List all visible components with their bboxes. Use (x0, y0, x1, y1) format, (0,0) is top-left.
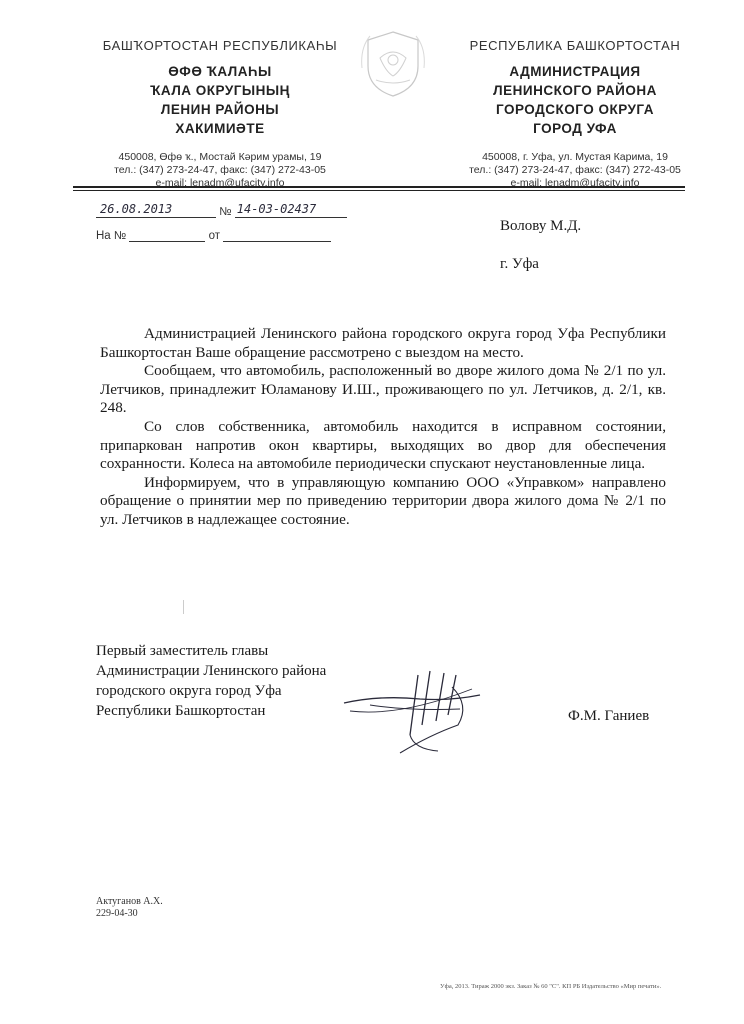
header-right-address-line: 450008, г. Уфа, ул. Мустая Карима, 19 (482, 151, 668, 163)
header-right-org-line: ГОРОД УФА (533, 121, 617, 136)
fold-mark (183, 600, 184, 614)
date-handwritten: 26.08.2013 (100, 202, 173, 216)
header-right-address (430, 151, 720, 190)
body-paragraph: Информируем, что в управляющую компанию ООО «Управком» направлено обращение о принятии мер по приведению территории двора жилого дома № 2/1 по ул. Летчиков в надлежащее состояние. (100, 473, 666, 528)
signatory-position (96, 641, 326, 721)
executor-name: Актуганов А.Х. (96, 896, 163, 907)
header-right-address-line: e-mail: lenadm@ufacity.info (510, 177, 640, 189)
position-line: Первый заместитель главы (96, 643, 269, 659)
header-right-org-line: ГОРОДСКОГО ОКРУГА (496, 102, 654, 117)
header-left-org-line: ЛЕНИН РАЙОНЫ (160, 102, 280, 117)
header-right-org-line: ЛЕНИНСКОГО РАЙОНА (493, 83, 657, 98)
header-left-org-line: ӨФӨ ҠАЛАҺЫ (168, 64, 272, 79)
coat-of-arms-icon (360, 28, 426, 100)
header-left-address-line: 450008, Өфө ҡ., Мостай Кәрим урамы, 19 (118, 151, 322, 163)
header-divider-thin (73, 190, 685, 191)
number-field (235, 202, 347, 218)
body-paragraph: Со слов собственника, автомобиль находится в исправном состоянии, припаркован напротив окон квартиры, выходящих во двор для обеспечения сохранности. Колеса на автомобиле периодически спускают неустановленные лица. (100, 417, 666, 473)
number-handwritten: 14-03-02437 (236, 202, 317, 216)
header-left-address (75, 151, 365, 190)
header-right-republic: РЕСПУБЛИКА БАШКОРТОСТАН (469, 38, 681, 53)
reply-label: На № (96, 230, 127, 242)
addressee-name: Волову М.Д. (500, 218, 582, 234)
outgoing-reference (96, 202, 347, 218)
print-info: Уфа, 2013. Тираж 2000 экз. Заказ № 60 "С". КП РБ Издательство «Мир печати». (440, 983, 662, 990)
header-left-org (75, 62, 365, 138)
position-line: Администрации Ленинского района (96, 663, 327, 679)
header-left (75, 38, 365, 190)
position-line: Республики Башкортостан (96, 703, 266, 719)
header-right-address-line: тел.: (347) 273-24-47, факс: (347) 272-43-05 (469, 164, 681, 176)
body-paragraph: Администрацией Ленинского района городского округа город Уфа Республики Башкортостан Ваше обращение рассмотрено с выездом на место. (100, 325, 666, 361)
header-right-org-line: АДМИНИСТРАЦИЯ (509, 64, 641, 79)
header-left-address-line: тел.: (347) 273-24-47, факс: (347) 272-43-05 (114, 164, 326, 176)
date-field (96, 202, 216, 218)
header-left-address-line: e-mail: lenadm@ufacity.info (155, 177, 285, 189)
position-line: городского округа город Уфа (96, 683, 282, 699)
from-label: от (208, 230, 221, 242)
executor (96, 896, 163, 920)
incoming-reference (96, 229, 331, 242)
handwritten-signature (340, 665, 490, 760)
header-right-org (430, 62, 720, 138)
signer-name: Ф.М. Ганиев (568, 708, 650, 724)
header-divider-thick (73, 186, 685, 188)
header-left-republic: БАШҠОРТОСТАН РЕСПУБЛИКАҺЫ (102, 38, 338, 53)
header-left-org-line: ХАКИМИӘТЕ (175, 121, 265, 136)
header-left-org-line: ҠАЛА ОКРУГЫНЫҢ (150, 83, 290, 98)
executor-phone: 229-04-30 (96, 908, 138, 919)
reply-date-field (223, 229, 331, 242)
addressee-city: г. Уфа (500, 256, 539, 272)
letter-body (100, 325, 666, 530)
reply-number-field (129, 229, 205, 242)
header-right (430, 38, 720, 190)
number-label: № (219, 206, 232, 218)
body-paragraph: Сообщаем, что автомобиль, расположенный во дворе жилого дома № 2/1 по ул. Летчиков, принадлежит Юламанову И.Ш., проживающего по ул. Летчиков, д. 2/1, кв. 248. (100, 362, 666, 417)
